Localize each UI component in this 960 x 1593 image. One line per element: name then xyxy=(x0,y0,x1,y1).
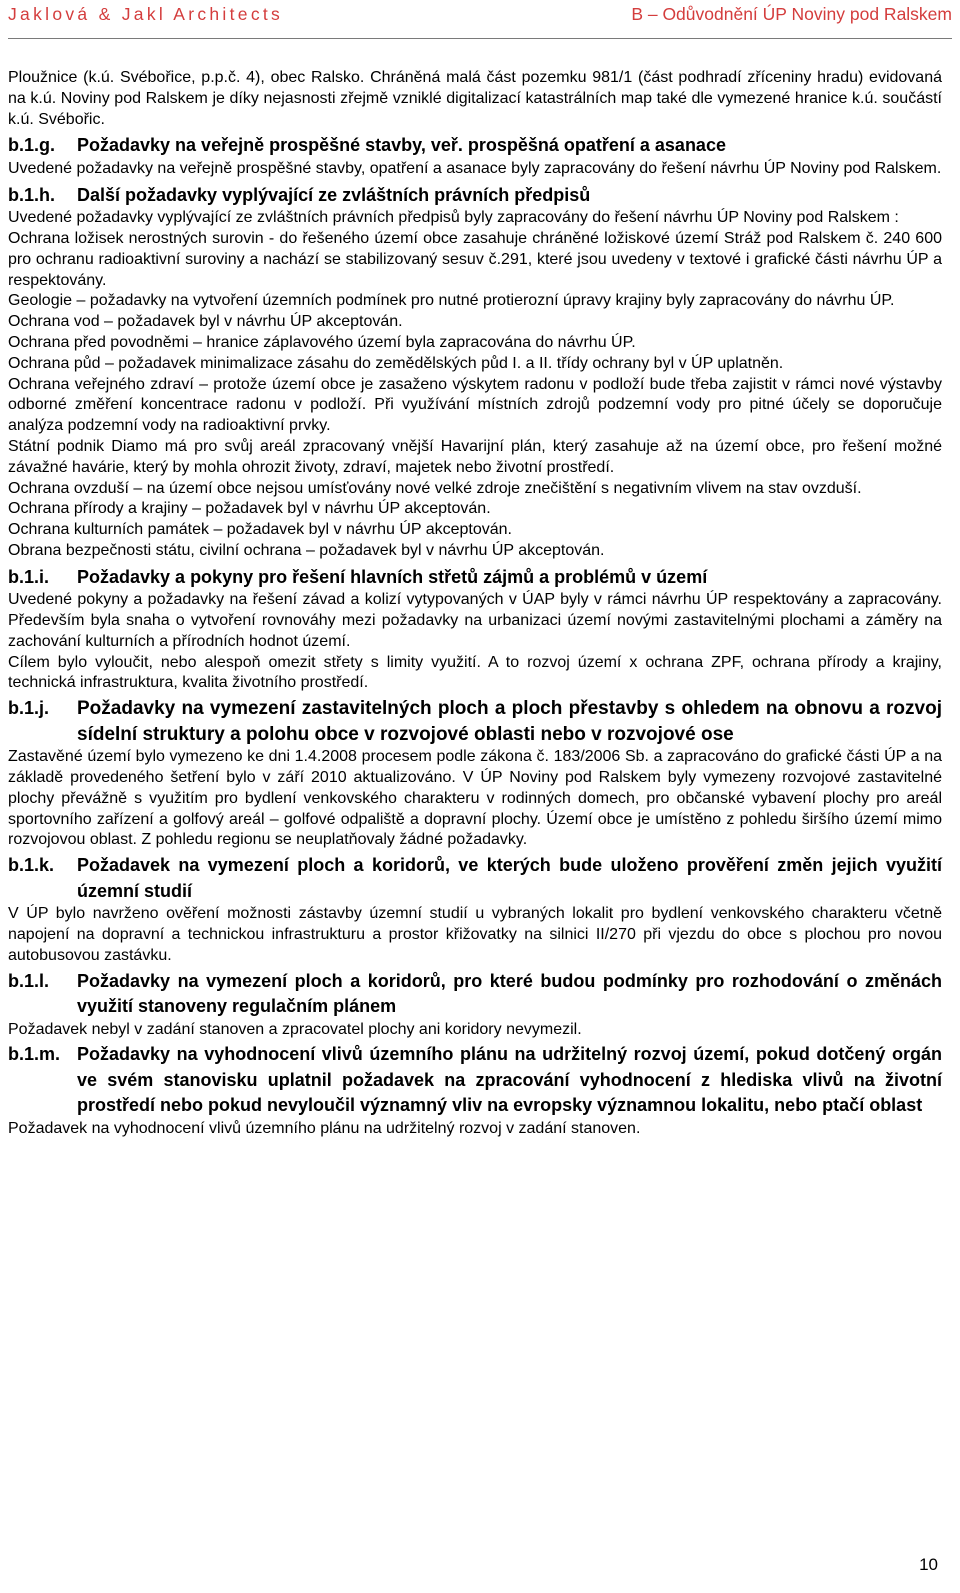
section-number: b.1.k. xyxy=(8,855,55,876)
paragraph: Ochrana veřejného zdraví – protože území obce je zasaženo výskytem radonu v podloží bude třeba zajistit v rámci nové výstavby odborné změření koncentrace radonu v podloží. Při využívání místních zdrojů podzemní vody pro pitné účely se doporučuje analýza podzemní vody na radioaktivní prvky. xyxy=(8,375,942,435)
paragraph: Ochrana ovzduší – na území obce nejsou umísťovány nové velké zdroje znečištění s negativním vlivem na stav ovzduší. xyxy=(8,479,862,497)
paragraph: Ochrana kulturních památek – požadavek byl v návrhu ÚP akceptován. xyxy=(8,521,512,539)
section-heading-b1h xyxy=(8,183,942,209)
section-heading-b1l xyxy=(8,969,942,1020)
paragraph: Cílem bylo vyloučit, nebo alespoň omezit střety s limity využití. A to rozvoj území x ochrana ZPF, ochrana přírody a krajiny, technická infrastruktura, kvalita životního prostředí. xyxy=(8,653,942,692)
section-number: b.1.h. xyxy=(8,184,56,205)
paragraph: Ochrana vod – požadavek byl v návrhu ÚP akceptován. xyxy=(8,313,403,331)
paragraph: Uvedené pokyny a požadavky na řešení závad a kolizí vytypovaných v ÚAP byly v rámci návrhu ÚP respektovány a zapracovány. Především byla snaha o vytvoření rovnováhy mezi požadavky na urbanizaci území novými zastavitelnými plochami a záměry na zachování kulturních a přírodních hodnot území. xyxy=(8,591,942,650)
section-number: b.1.m. xyxy=(8,1044,61,1065)
section-title: Požadavky na vyhodnocení vlivů územního plánu na udržitelný rozvoj území, pokud dotčený orgán ve svém stanovisku uplatnil požadavek na zpracování vyhodnocení z hlediska vlivů na životní prostředí nebo pokud nevyloučil významný vliv na evropsky významnou lokalitu, nebo ptačí oblast xyxy=(77,1044,942,1116)
section-heading-b1g xyxy=(8,133,942,159)
paragraph: Státní podnik Diamo má pro svůj areál zpracovaný vnější Havarijní plán, který zasahuje až na území obce, pro řešení možné závažné havárie, který by mohla ohrozit životy, zdraví, majetek nebo životní prostředí. xyxy=(8,437,942,476)
paragraph: Ochrana přírody a krajiny – požadavek byl v návrhu ÚP akceptován. xyxy=(8,500,491,518)
section-heading-b1m xyxy=(8,1042,942,1119)
section-title: Požadavky na veřejně prospěšné stavby, veř. prospěšná opatření a asanace xyxy=(77,135,726,156)
section-title: Požadavek na vymezení ploch a koridorů, ve kterých bude uloženo prověření změn jejich využití územní studií xyxy=(77,855,942,901)
paragraph: Požadavek na vyhodnocení vlivů územního plánu na udržitelný rozvoj v zadání stanoven. xyxy=(8,1119,641,1137)
section-number: b.1.g. xyxy=(8,135,56,156)
header-company: Jaklová & Jakl Architects xyxy=(8,4,284,24)
section-number: b.1.j. xyxy=(8,698,50,719)
document-body xyxy=(8,68,942,1140)
section-number: b.1.i. xyxy=(8,566,50,587)
section-number: b.1.l. xyxy=(8,970,50,991)
paragraph: Ochrana půd – požadavek minimalizace zásahu do zemědělských půd I. a II. třídy ochrany byl v ÚP uplatněn. xyxy=(8,354,784,372)
page-header xyxy=(8,0,952,39)
section-title: Další požadavky vyplývající ze zvláštních právních předpisů xyxy=(77,184,591,205)
paragraph: V ÚP bylo navrženo ověření možnosti zástavby územní studií u vybraných lokalit pro bydlení venkovského charakteru včetně napojení na dopravní a technickou infrastrukturu a prostor křižovatky na silnici II/270 při vjezdu do obce s plochou pro novou autobusovou zastávku. xyxy=(8,905,942,964)
section-heading-b1j xyxy=(8,696,942,747)
section-title: Požadavky na vymezení ploch a koridorů, pro které budou podmínky pro rozhodování o změnách využití stanoveny regulačním plánem xyxy=(77,970,942,1017)
paragraph: Uvedené požadavky na veřejně prospěšné stavby, opatření a asanace byly zapracovány do řešení návrhu ÚP Noviny pod Ralskem. xyxy=(8,159,942,177)
paragraph: Zastavěné území bylo vymezeno ke dni 1.4.2008 procesem podle zákona č. 183/2006 Sb. a zapracováno do grafické části ÚP a na základě provedeného šetření bylo v září 2010 aktualizováno. V ÚP Noviny pod Ralskem byly vymezeny rozvojové zastavitelné plochy převážně s využitím pro bydlení venkovského charakteru v rodinných domech, pro občanské vybavení plochy pro areál sportovního zařízení a golfový areál – golfové odpaliště a dopravní plochy. Území obce je umístěno z pohledu širšího území mimo rozvojovou oblast. Z pohledu regionu se neuplatňovaly žádné požadavky. xyxy=(8,748,942,849)
section-heading-b1i xyxy=(8,565,942,591)
paragraph: Ochrana před povodněmi – hranice záplavového území byla zapracována do návrhu ÚP. xyxy=(8,333,636,351)
page-number: 10 xyxy=(919,1555,938,1574)
section-title: Požadavky a pokyny pro řešení hlavních střetů zájmů a problémů v území xyxy=(77,566,708,587)
paragraph: Obrana bezpečnosti státu, civilní ochrana – požadavek byl v návrhu ÚP akceptován. xyxy=(8,541,605,559)
paragraph: Ochrana ložisek nerostných surovin - do řešeného území obce zasahuje chráněné ložiskové území Stráž pod Ralskem č. 240 600 pro ochranu radioaktivní suroviny a nachází se stabilizovaný sesuv č.291, které jsou uvedeny v textové i grafické části návrhu ÚP a respektovány. xyxy=(8,229,942,289)
paragraph: Ploužnice (k.ú. Svébořice, p.p.č. 4), obec Ralsko. Chráněná malá část pozemku 981/1 (část podhradí zříceniny hradu) evidovaná na k.ú. Noviny pod Ralskem je díky nejasnosti zřejmě vzniklé digitalizací katastrálních map také dle vymezené hranice k.ú. součástí k.ú. Svébořic. xyxy=(8,69,942,128)
section-title: Požadavky na vymezení zastavitelných ploch a ploch přestavby s ohledem na obnovu a rozvoj sídelní struktury a polohu obce v rozvojové oblasti nebo v rozvojové ose xyxy=(77,698,942,745)
paragraph: Uvedené požadavky vyplývající ze zvláštních právních předpisů byly zapracovány do řešení návrhu ÚP Noviny pod Ralskem : xyxy=(8,209,899,227)
header-document-title: B – Odůvodnění ÚP Noviny pod Ralskem xyxy=(631,4,952,24)
paragraph: Geologie – požadavky na vytvoření územních podmínek pro nutné protierozní úpravy krajiny byly zapracovány do návrhu ÚP. xyxy=(8,292,895,310)
section-heading-b1k xyxy=(8,853,942,904)
paragraph: Požadavek nebyl v zadání stanoven a zpracovatel plochy ani koridory nevymezil. xyxy=(8,1020,582,1038)
